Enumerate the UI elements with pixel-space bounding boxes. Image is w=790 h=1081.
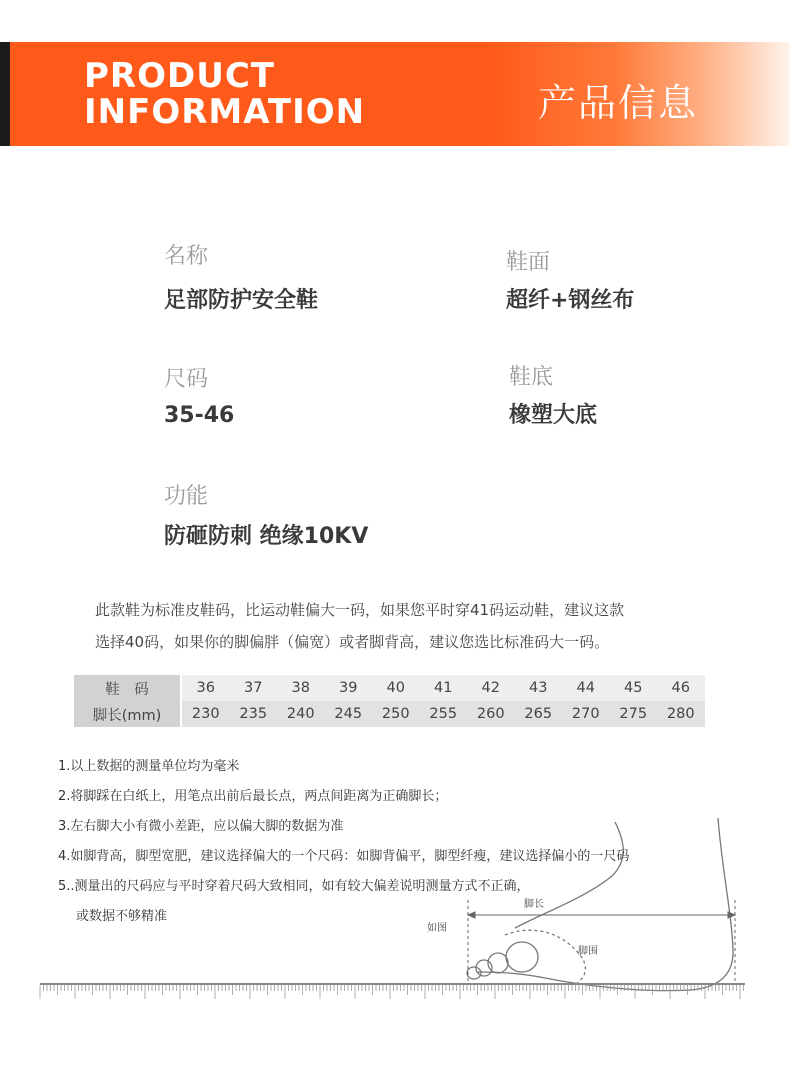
spec-name-value: 足部防护安全鞋 — [164, 288, 319, 313]
length-cell: 255 — [420, 701, 468, 727]
size-table-row-lengths — [74, 701, 705, 727]
banner-title-en — [84, 58, 365, 130]
size-cell: 43 — [515, 675, 563, 701]
size-note-line2: 选择40码，如果你的脚偏胖（偏宽）或者脚背高，建议您选比标准码大一码。 — [95, 633, 610, 651]
tip-3: 3.左右脚大小有微小差距，应以偏大脚的数据为准 — [58, 819, 344, 834]
spec-sole — [509, 363, 597, 431]
spec-upper — [506, 248, 634, 316]
size-note — [95, 594, 715, 658]
size-table-header-size: 鞋 码 — [74, 675, 180, 701]
size-cell: 44 — [562, 675, 610, 701]
size-cell: 37 — [230, 675, 278, 701]
measurement-tips — [58, 752, 629, 932]
spec-size-label: 尺码 — [164, 367, 209, 392]
size-cell: 38 — [277, 675, 325, 701]
tip-4: 4.如脚背高，脚型宽肥，建议选择偏大的一个尺码：如脚背偏平，脚型纤瘦，建议选择偏小的一尺码 — [58, 849, 630, 864]
spec-size — [164, 365, 234, 431]
size-cell: 42 — [467, 675, 515, 701]
size-table — [74, 675, 705, 727]
ruler-icon — [40, 983, 745, 999]
length-cell: 235 — [230, 701, 278, 727]
spec-function — [164, 482, 368, 552]
tip-2: 2.将脚踩在白纸上，用笔点出前后最长点，两点间距离为正确脚长； — [58, 789, 448, 804]
figure-label: 如图 — [427, 923, 447, 934]
spec-name-label: 名称 — [164, 244, 209, 269]
size-table-row-sizes — [74, 675, 705, 701]
banner-title-zh: 产品信息 — [538, 81, 699, 125]
size-cell: 45 — [610, 675, 658, 701]
size-cell: 36 — [182, 675, 230, 701]
length-cell: 275 — [610, 701, 658, 727]
length-cell: 270 — [562, 701, 610, 727]
length-cell: 240 — [277, 701, 325, 727]
spec-sole-label: 鞋底 — [509, 365, 554, 390]
spec-function-label: 功能 — [164, 484, 209, 509]
size-table-header-length: 脚长(mm) — [74, 701, 180, 727]
spec-sole-value: 橡塑大底 — [509, 403, 598, 428]
size-cell: 39 — [325, 675, 373, 701]
header-banner — [0, 42, 790, 146]
length-cell: 230 — [182, 701, 230, 727]
tip-5-continued: 或数据不够精准 — [76, 909, 168, 924]
size-cell: 46 — [657, 675, 705, 701]
size-cell: 40 — [372, 675, 420, 701]
size-note-line1: 此款鞋为标准皮鞋码，比运动鞋偏大一码，如果您平时穿41码运动鞋，建议这款 — [95, 601, 625, 619]
foot-girth-label: 脚围 — [578, 946, 598, 957]
banner-title-en-line1: PRODUCT — [84, 56, 275, 96]
spec-upper-label: 鞋面 — [506, 250, 551, 275]
spec-name — [164, 242, 318, 316]
length-cell: 250 — [372, 701, 420, 727]
length-cell: 265 — [515, 701, 563, 727]
length-cell: 280 — [657, 701, 705, 727]
banner-title-en-line2: INFORMATION — [84, 92, 366, 132]
length-cell: 260 — [467, 701, 515, 727]
size-cell: 41 — [420, 675, 468, 701]
spec-function-value: 防砸防刺 绝缘10KV — [164, 524, 369, 549]
foot-length-label: 脚长 — [524, 899, 544, 910]
tip-5: 5..测量出的尺码应与平时穿着尺码大致相同，如有较大偏差说明测量方式不正确， — [58, 879, 530, 894]
banner-edge — [0, 42, 10, 146]
spec-size-value: 35-46 — [164, 403, 235, 428]
tip-1: 1.以上数据的测量单位均为毫米 — [58, 759, 240, 774]
spec-upper-value: 超纤+钢丝布 — [506, 288, 635, 313]
length-cell: 245 — [325, 701, 373, 727]
